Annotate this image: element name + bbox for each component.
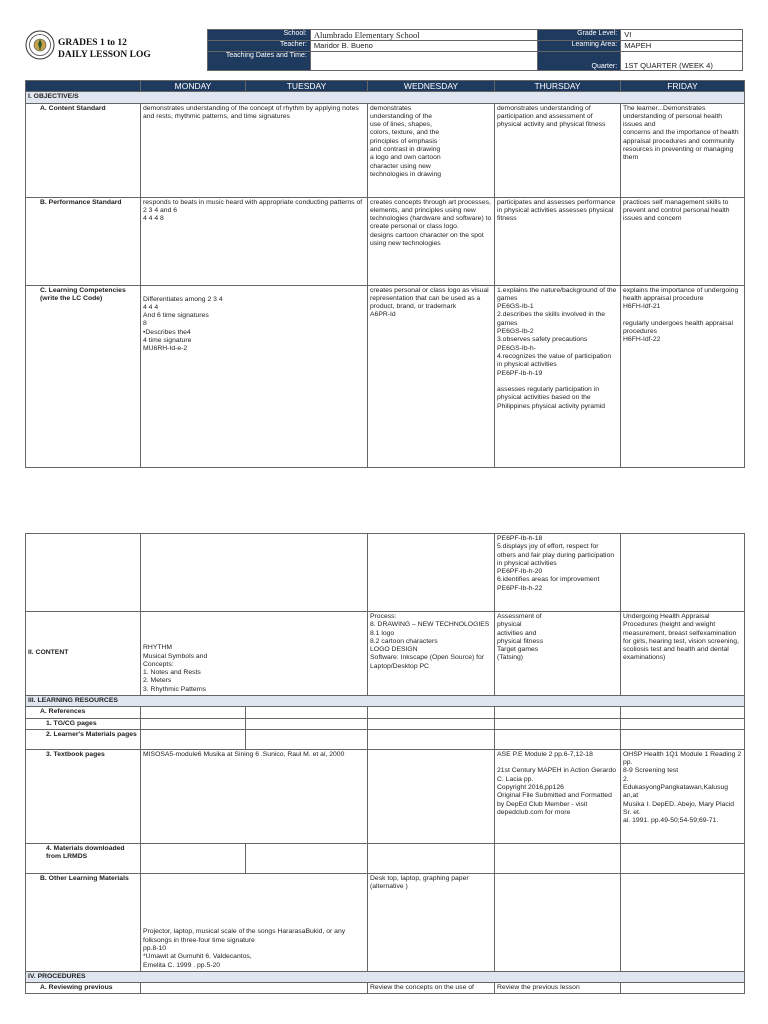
textbook-row: [26, 749, 745, 843]
performance-standard-fri: practices self management skills to prevent and control personal health issues and concern: [621, 197, 745, 285]
section-objectives-label: I. OBJECTIVE/S: [26, 92, 745, 103]
grade-value: VI: [621, 30, 743, 41]
references-wed: [368, 707, 495, 718]
competencies-wed: creates personal or class logo as visual representation that can be used as a product, brand, or trademark A6PR-Id: [368, 285, 495, 467]
textbook-mon-tue: MISOSA5-module6 Musika at Sining 6 .Sunico, Raul M. et al, 2000: [141, 749, 368, 843]
textbook-wed: [368, 749, 495, 843]
tg-tue: [246, 718, 368, 729]
section-resources: [26, 696, 745, 707]
tg-wed: [368, 718, 495, 729]
other-materials-mon-tue: Projector, laptop, musical scale of the songs HararasaBukid, or any folksongs in three-four time signature pp.8-10 *Umawit at Gumuhit 6. Valdecantos, Emelita C. 1999 . pp.5-20: [141, 873, 368, 971]
tg-mon: [141, 718, 246, 729]
quarter-label: Quarter:: [538, 52, 621, 71]
content-row: [26, 612, 745, 696]
lm-label: 2. Learner's Materials pages: [26, 729, 141, 749]
other-materials-label: B. Other Learning Materials: [26, 873, 141, 971]
corner-cell: [26, 81, 141, 92]
teacher-label: Teacher:: [208, 41, 311, 52]
references-tue: [246, 707, 368, 718]
content-wed: Process: 8. DRAWING – NEW TECHNOLOGIES 8.1 logo 8.2 cartoon characters LOGO DESIGN Software: Inkscape (Open Source) for Laptop/Desktop PC: [368, 612, 495, 696]
quarter-value: 1ST QUARTER (WEEK 4): [621, 52, 743, 71]
section-resources-label: III. LEARNING RESOURCES: [26, 696, 745, 707]
competencies-row: [26, 285, 745, 467]
performance-standard-thu: participates and assesses performance in physical activities assesses physical fitness: [495, 197, 621, 285]
day-thursday: THURSDAY: [495, 81, 621, 92]
content-label: II. CONTENT: [26, 612, 141, 696]
lrmds-fri: [621, 843, 745, 873]
header-info-table: [207, 29, 743, 71]
tg-thu: [495, 718, 621, 729]
lm-thu: [495, 729, 621, 749]
lrmds-thu: [495, 843, 621, 873]
title-line-2: DAILY LESSON LOG: [58, 50, 151, 60]
reviewing-thu: Review the previous lesson: [495, 983, 621, 994]
lesson-log-table: [25, 80, 745, 468]
lrmds-wed: [368, 843, 495, 873]
references-fri: [621, 707, 745, 718]
cont-mon-tue: [141, 534, 368, 612]
lrmds-mon: [141, 843, 246, 873]
cont-fri: [621, 534, 745, 612]
day-header-row: [26, 81, 745, 92]
reviewing-fri: [621, 983, 745, 994]
school-value: Alumbrado Elementary School: [310, 30, 538, 41]
school-label: School:: [208, 30, 311, 41]
content-standard-label: A. Content Standard: [26, 103, 141, 197]
competencies-thu: 1.explains the nature/background of the games PE6GS-Ib-1 2.describes the skills involved in the games PE6GS-Ib-2 3.observes safety precautions PE6GS-Ib-h- 4.recognizes the value of participation in physical activities PE6PF-Ib-h-19 assesses regularly participation in physical activities based on the Philippines physical activity pyramid: [495, 285, 621, 467]
performance-standard-wed: creates concepts through art processes, elements, and principles using new technologies (hardware and software) to create personal or class logo. designs cartoon character on the spot using new technologies: [368, 197, 495, 285]
section-procedures-label: IV. PROCEDURES: [26, 971, 745, 982]
section-procedures: [26, 971, 745, 982]
textbook-thu: ASE P.E Module 2 pp.6-7,12-18 21st Century MAPEH in Action Gerardo C. Lacia pp. Copyright 2016,pp126 Original File Submitted and Formatted by DepEd Club Member - visit depedclub.com for more: [495, 749, 621, 843]
other-materials-thu: [495, 873, 621, 971]
tg-label: 1. TG/CG pages: [26, 718, 141, 729]
lm-tue: [246, 729, 368, 749]
content-standard-fri: The learner...Demonstrates understanding of personal health issues and concerns and the importance of health appraisal procedures and community resources in preventing or managing them: [621, 103, 745, 197]
content-standard-mon-tue: demonstrates understanding of the concept of rhythm by applying notes and rests, rhythmic patterns, and time signatures: [141, 103, 368, 197]
lm-mon: [141, 729, 246, 749]
performance-standard-label: B. Performance Standard: [26, 197, 141, 285]
teaching-dates-label: Teaching Dates and Time:: [208, 52, 311, 71]
cont-label: [26, 534, 141, 612]
lm-row: [26, 729, 745, 749]
content-fri: Undergoing Health Appraisal Procedures (height and weight measurement, breast selfexamination for girls, hearing test, vision screening, scoliosis test and health and dental examinations): [621, 612, 745, 696]
competencies-mon-tue: Differentiates among 2 3 4 4 4 4 And 6 time signatures 8 •Describes the4 4 time signature MU6RH-Id-e-2: [141, 285, 368, 467]
references-thu: [495, 707, 621, 718]
competencies-continued-row: [26, 534, 745, 612]
day-monday: MONDAY: [141, 81, 246, 92]
reviewing-label: A. Reviewing previous: [26, 983, 141, 994]
content-standard-wed: demonstrates understanding of the use of lines, shapes, colors, texture, and the principles of emphasis and contrast in drawing a logo and own cartoon character using new technologies in drawing: [368, 103, 495, 197]
deped-seal-icon: [25, 30, 55, 60]
other-materials-row: [26, 873, 745, 971]
lrmds-tue: [246, 843, 368, 873]
content-standard-thu: demonstrates understanding of participation and assessment of physical activity and physical fitness: [495, 103, 621, 197]
reviewing-wed: Review the concepts on the use of: [368, 983, 495, 994]
document-title: [58, 37, 151, 61]
other-materials-wed: Desk top, laptop, graphing paper (alternative ): [368, 873, 495, 971]
lrmds-row: [26, 843, 745, 873]
performance-standard-mon-tue: responds to beats in music heard with appropriate conducting patterns of 2 3 4 and 6 4 4 4 8: [141, 197, 368, 285]
learning-area-value: MAPEH: [621, 41, 743, 52]
day-tuesday: TUESDAY: [246, 81, 368, 92]
day-wednesday: WEDNESDAY: [368, 81, 495, 92]
content-standard-row: [26, 103, 745, 197]
section-objectives: [26, 92, 745, 103]
textbook-label: 3. Textbook pages: [26, 749, 141, 843]
references-mon: [141, 707, 246, 718]
tg-row: [26, 718, 745, 729]
content-mon-tue: RHYTHM Musical Symbols and Concepts: 1. Notes and Rests 2. Meters 3. Rhythmic Patterns: [141, 612, 368, 696]
tg-fri: [621, 718, 745, 729]
content-thu: Assessment of physical activities and physical fitness Target games (Tatsing): [495, 612, 621, 696]
lm-fri: [621, 729, 745, 749]
reviewing-mon-tue: [141, 983, 368, 994]
other-materials-fri: [621, 873, 745, 971]
lm-wed: [368, 729, 495, 749]
title-line-1: GRADES 1 to 12: [58, 38, 127, 48]
competencies-label: C. Learning Competencies (write the LC Code): [26, 285, 141, 467]
cont-thu: PE6PF-Ib-h-18 5.displays joy of effort, respect for others and fair play during participation in physical activities PE6PF-Ib-h-20 6.identifies areas for improvement PE6PF-Ib-h-22: [495, 534, 621, 612]
teaching-dates-value: [310, 52, 538, 71]
references-row: [26, 707, 745, 718]
performance-standard-row: [26, 197, 745, 285]
learning-area-label: Learning Area:: [538, 41, 621, 52]
teacher-value: Maridor B. Bueno: [310, 41, 538, 52]
day-friday: FRIDAY: [621, 81, 745, 92]
lrmds-label: 4. Materials downloaded from LRMDS: [26, 843, 141, 873]
cont-wed: [368, 534, 495, 612]
reviewing-row: [26, 983, 745, 994]
grade-label: Grade Level:: [538, 30, 621, 41]
references-label: A. References: [26, 707, 141, 718]
competencies-fri: explains the importance of undergoing health appraisal procedure H6FH-Idf-21 regularly undergoes health appraisal procedures H6FH-Idf-22: [621, 285, 745, 467]
lesson-log-table-page-2: [25, 533, 745, 994]
textbook-fri: OHSP Health 1Q1 Module 1 Reading 2 pp. 8-9 Screening test 2. EdukasyongPangkatawan,Kalusug an,at Musika I. DepED. Abejo, Mary Placid Sr. et. al. 1991. pp.49-50;54-59;69-71.: [621, 749, 745, 843]
